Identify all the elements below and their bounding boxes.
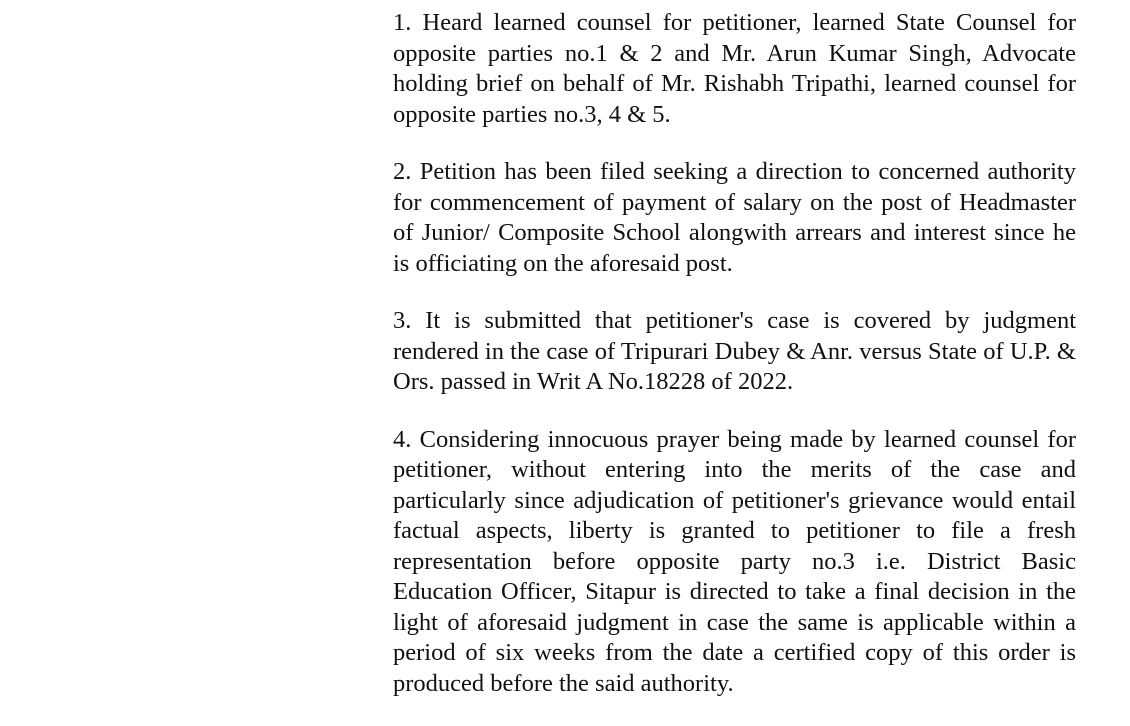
paragraph-1: 1. Heard learned counsel for petitioner, learned State Counsel for opposite parties no.1 & 2 and Mr. Arun Kumar Singh, Advocate holding brief on behalf of Mr. Rishabh Tripathi, learned counsel for opposite parties no.3, 4 & 5. (393, 9, 1083, 128)
paragraph-3: 3. It is submitted that petitioner's case is covered by judgment rendered in the case of Tripurari Dubey & Anr. versus State of U.P. & Ors. passed in Writ A No.18228 of 2022. (393, 307, 1083, 395)
paragraph-2: 2. Petition has been filed seeking a direction to concerned authority for commencement of payment of salary on the post of Headmaster of Junior/ Composite School alongwith arrears and interest since he is officiating on the aforesaid post. (393, 158, 1089, 277)
paragraph-4: 4. Considering innocuous prayer being made by learned counsel for petitioner, without entering into the merits of the case and particularly since adjudication of petitioner's grievance would entail factual aspects, liberty is granted to petitioner to file a fresh representation before opposite party no.3 i.e. District Basic Education Officer, Sitapur is directed to take a final decision in the light of aforesaid judgment in case the same is applicable within a period of six weeks from the date a certified copy of this order is produced before the said authority. (393, 425, 1083, 697)
order-text-column (393, 8, 1089, 726)
